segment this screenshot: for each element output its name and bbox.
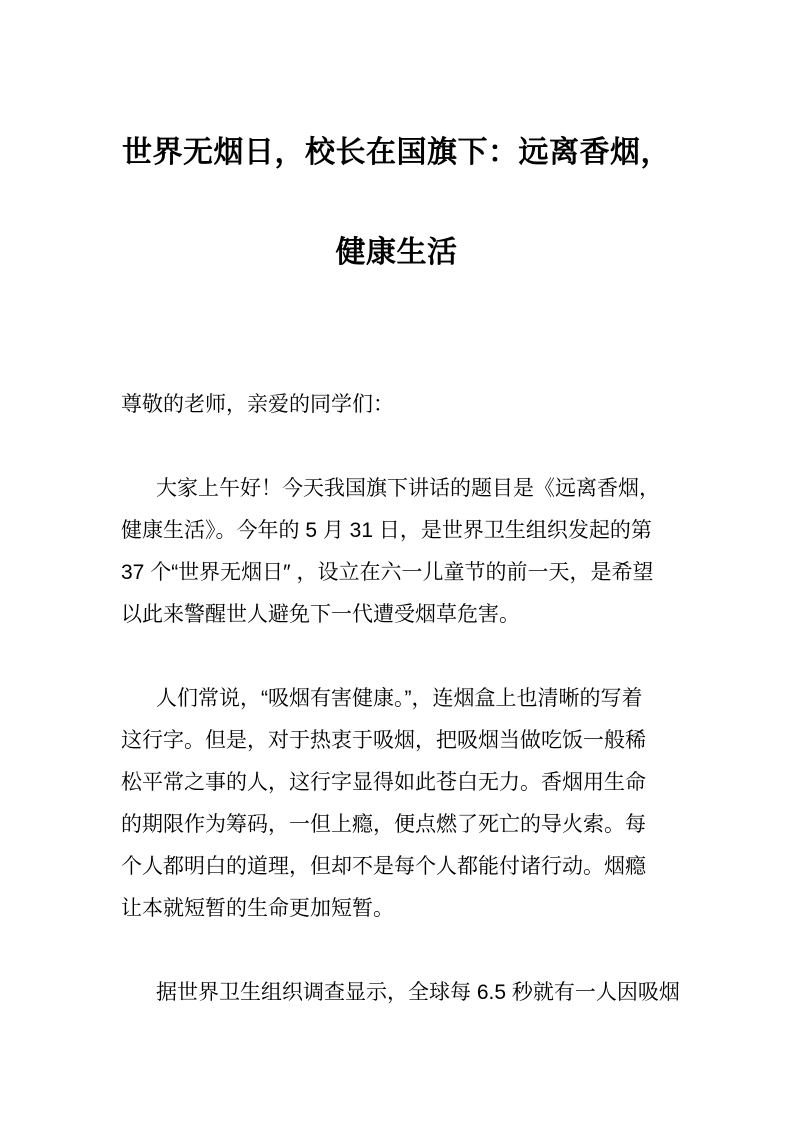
paragraph-3 <box>121 972 733 1014</box>
text-line: 人们常说，“吸烟有害健康。”，连烟盒上也清晰的写着 <box>156 687 643 710</box>
text-line: 的期限作为筹码，一但上瘾，便点燃了死亡的导火索。每 <box>121 813 646 836</box>
text-line: 据世界卫生组织调查显示，全球每 6.5 秒就有一人因吸烟 <box>156 981 680 1004</box>
text-line: 松平常之事的人，这行字显得如此苍白无力。香烟用生命 <box>121 771 646 794</box>
document-title <box>0 0 793 303</box>
text-line: 37 个“世界无烟日″ ，设立在六一儿童节的前一天，是希望 <box>121 561 654 584</box>
text-line: 让本就短暂的生命更加短暂。 <box>121 897 394 920</box>
greeting-line: 尊敬的老师，亲爱的同学们： <box>121 393 394 416</box>
title-line-2: 健康生活 <box>335 236 458 269</box>
paragraph-1 <box>121 468 733 636</box>
title-line-1: 世界无烟日，校长在国旗下：远离香烟， <box>122 136 671 169</box>
text-line: 大家上午好！今天我国旗下讲话的题目是《远离香烟， <box>156 477 660 500</box>
text-line: 这行字。但是，对于热衷于吸烟，把吸烟当做吃饭一般稀 <box>121 729 646 752</box>
text-line: 以此来警醒世人避免下一代遭受烟草危害。 <box>121 603 520 626</box>
text-line: 健康生活》。今年的 5 月 31 日，是世界卫生组织发起的第 <box>121 519 652 542</box>
paragraph-2 <box>121 678 733 930</box>
document-body <box>121 384 733 1014</box>
text-line: 个人都明白的道理，但却不是每个人都能付诸行动。烟瘾 <box>121 855 646 878</box>
